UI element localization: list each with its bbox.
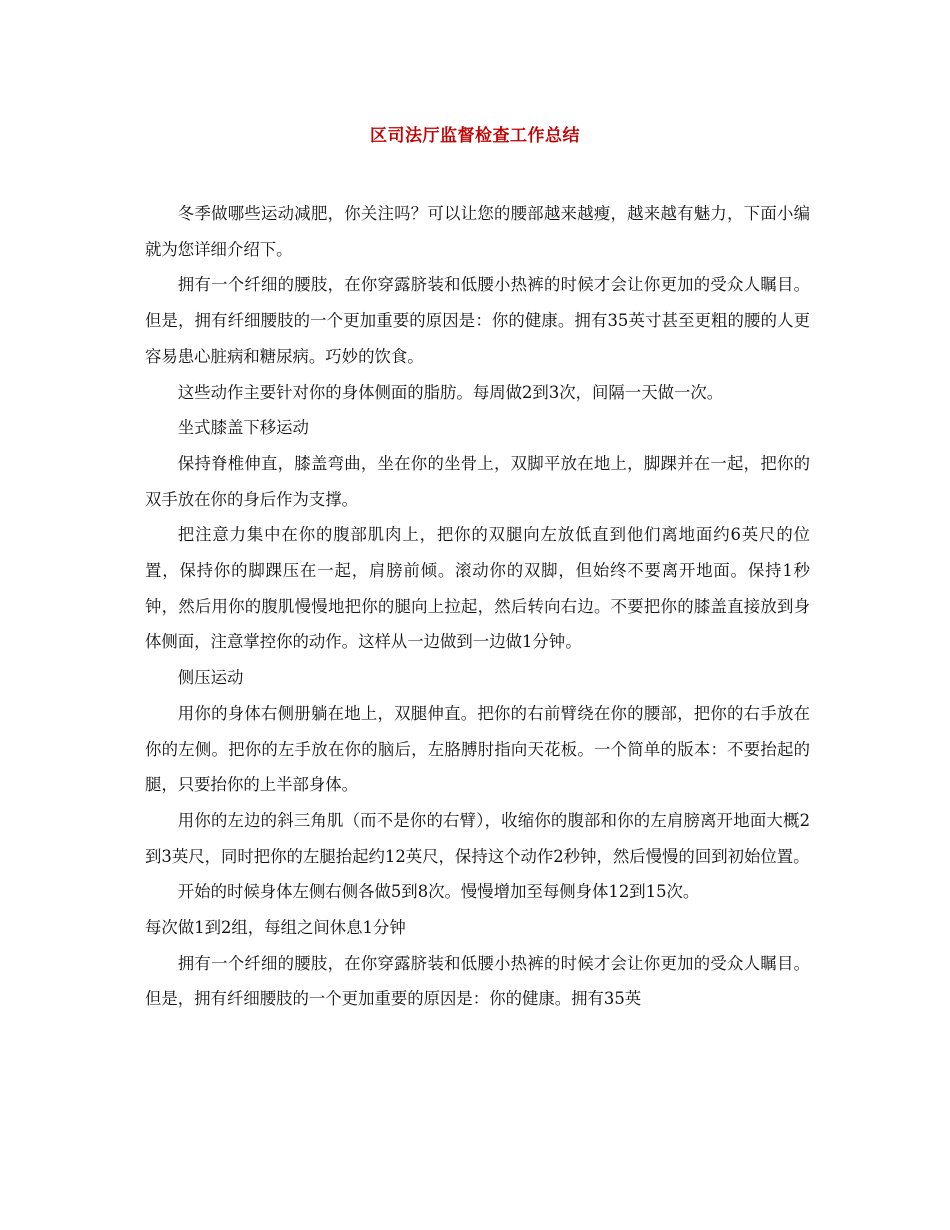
paragraph: 拥有一个纤细的腰肢，在你穿露脐装和低腰小热裤的时候才会让你更加的受众人瞩目。但是，拥有纤细腰肢的一个更加重要的原因是：你的健康。拥有35英 [145, 953, 810, 1009]
paragraph: 拥有一个纤细的腰肢，在你穿露脐装和低腰小热裤的时候才会让你更加的受众人瞩目。但是，拥有纤细腰肢的一个更加重要的原因是：你的健康。拥有35英寸甚至更粗的腰的人更容易患心脏病和糖尿病。巧妙的饮食。 [145, 275, 810, 366]
document-title: 区司法厅监督检查工作总结 [370, 126, 580, 146]
paragraph: 这些动作主要针对你的身体侧面的脂肪。每周做2到3次，间隔一天做一次。 [177, 382, 724, 402]
paragraph: 冬季做哪些运动减肥，你关注吗？可以让您的腰部越来越瘦，越来越有魅力，下面小编就为您详细介绍下。 [145, 204, 810, 259]
document-body [145, 196, 810, 1017]
paragraph: 开始的时候身体左侧右侧各做5到8次。慢慢增加至每侧身体12到15次。 [177, 882, 700, 902]
paragraph: 把注意力集中在你的腹部肌肉上，把你的双腿向左放低直到他们离地面约6英尺的位置，保持你的脚踝压在一起，肩膀前倾。滚动你的双脚，但始终不要离开地面。保持1秒钟，然后用你的腹肌慢慢地把你的腿向上拉起，然后转向右边。不要把你的膝盖直接放到身体侧面，注意掌控你的动作。这样从一边做到一边做1分钟。 [145, 525, 810, 652]
paragraph: 用你的左边的斜三角肌（而不是你的右臂），收缩你的腹部和你的左肩膀离开地面大概2到3英尺，同时把你的左腿抬起约12英尺，保持这个动作2秒钟，然后慢慢的回到初始位置。 [145, 810, 810, 866]
paragraph: 保持脊椎伸直，膝盖弯曲，坐在你的坐骨上，双脚平放在地上，脚踝并在一起，把你的双手放在你的身后作为支撑。 [145, 453, 810, 509]
paragraph: 每次做1到2组，每组之间休息1分钟 [145, 918, 406, 938]
section-heading: 坐式膝盖下移运动 [177, 418, 309, 438]
paragraph: 用你的身体右侧册躺在地上，双腿伸直。把你的右前臂绕在你的腰部，把你的右手放在你的左侧。把你的左手放在你的脑后，左胳膊肘指向天花板。一个简单的版本：不要抬起的腿，只要抬你的上半部身体。 [145, 703, 810, 795]
section-heading: 侧压运动 [177, 668, 244, 688]
